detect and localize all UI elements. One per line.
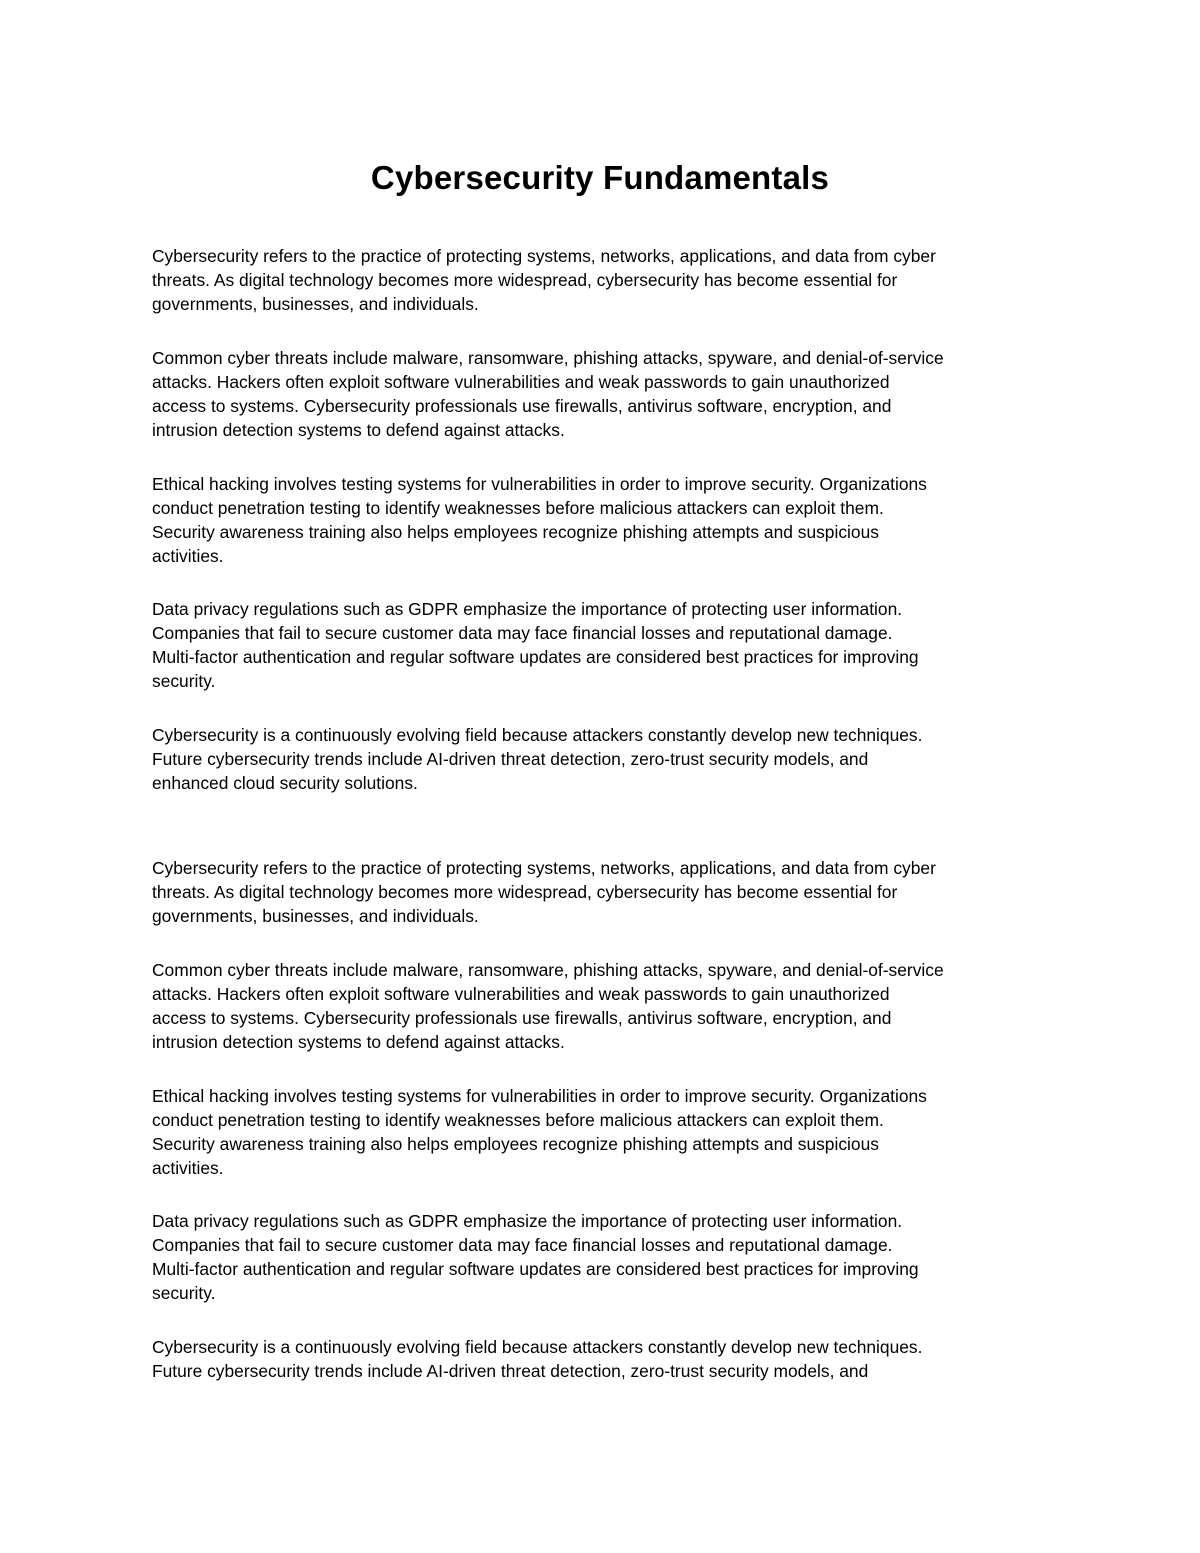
paragraph: Cybersecurity refers to the practice of protecting systems, networks, applications, and data from cyber threats. As digital technology becomes more widespread, cybersecurity has become essential for governments, businesses, and individuals. bbox=[152, 858, 936, 926]
paragraph: Data privacy regulations such as GDPR emphasize the importance of protecting user information. Companies that fail to secure customer data may face financial losses and reputational damage. Multi-factor authentication and regular software updates are considered best practices for improving security. bbox=[152, 599, 919, 691]
paragraph: Data privacy regulations such as GDPR emphasize the importance of protecting user information. Companies that fail to secure customer data may face financial losses and reputational damage. Multi-factor authentication and regular software updates are considered best practices for improving security. bbox=[152, 1211, 919, 1303]
paragraph: Ethical hacking involves testing systems for vulnerabilities in order to improve security. Organizations conduct penetration testing to identify weaknesses before malicious attackers can exploit them. Security awareness training also helps employees recognize phishing attempts and suspicious activities. bbox=[152, 1086, 927, 1178]
paragraph: Cybersecurity refers to the practice of protecting systems, networks, applications, and data from cyber threats. As digital technology becomes more widespread, cybersecurity has become essential for governments, businesses, and individuals. bbox=[152, 246, 936, 314]
paragraph: Ethical hacking involves testing systems for vulnerabilities in order to improve security. Organizations conduct penetration testing to identify weaknesses before malicious attackers can exploit them. Security awareness training also helps employees recognize phishing attempts and suspicious activities. bbox=[152, 474, 927, 566]
paragraph: Common cyber threats include malware, ransomware, phishing attacks, spyware, and denial-of-service attacks. Hackers often exploit software vulnerabilities and weak passwords to gain unauthorized access to systems. Cybersecurity professionals use firewalls, antivirus software, encryption, and intrusion detection systems to defend against attacks. bbox=[152, 348, 944, 440]
document-title: Cybersecurity Fundamentals bbox=[370, 159, 830, 196]
paragraph: Common cyber threats include malware, ransomware, phishing attacks, spyware, and denial-of-service attacks. Hackers often exploit software vulnerabilities and weak passwords to gain unauthorized access to systems. Cybersecurity professionals use firewalls, antivirus software, encryption, and intrusion detection systems to defend against attacks. bbox=[152, 960, 944, 1052]
paragraph: Cybersecurity is a continuously evolving field because attackers constantly develop new techniques. Future cybersecurity trends include AI-driven threat detection, zero-trust security models, and bbox=[152, 1337, 923, 1381]
paragraph: Cybersecurity is a continuously evolving field because attackers constantly develop new techniques. Future cybersecurity trends include AI-driven threat detection, zero-trust security models, and enhanced cloud security solutions. bbox=[152, 725, 923, 793]
